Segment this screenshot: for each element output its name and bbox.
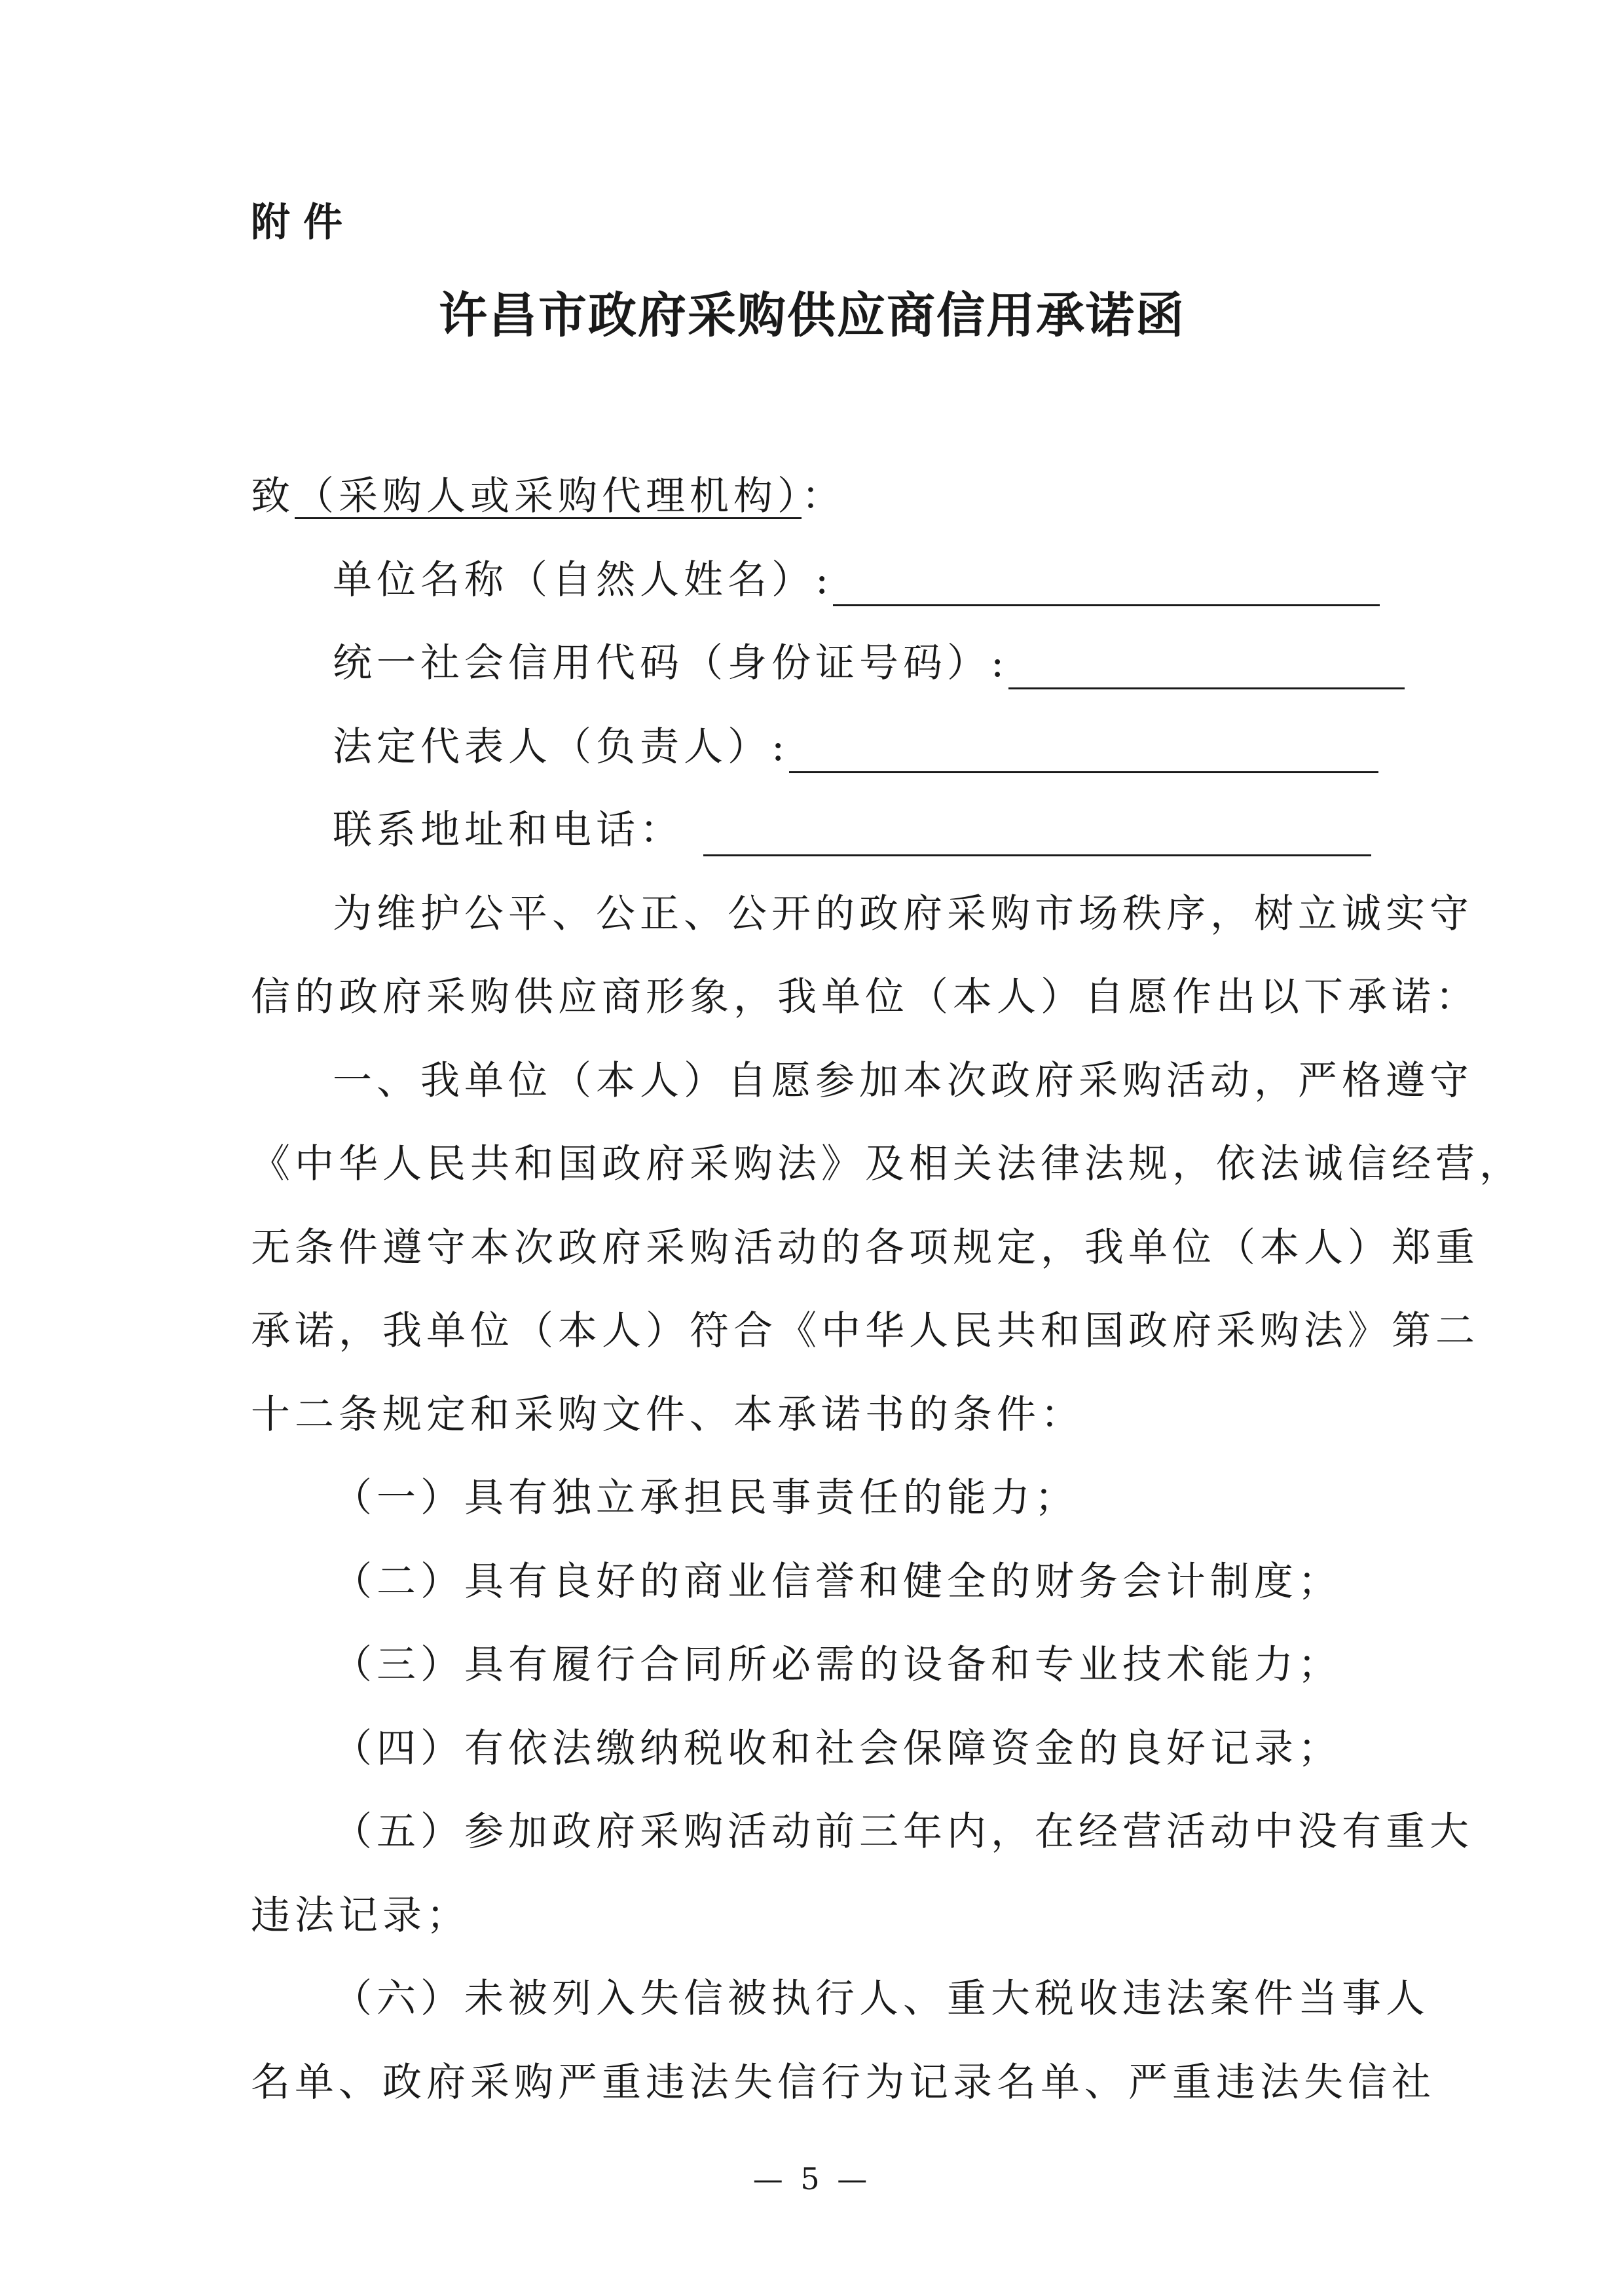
item-6-line-2: 名单、政府采购严重违法失信行为记录名单、严重违法失信社 — [251, 2060, 1435, 2105]
item-3: （三）具有履行合同所必需的设备和专业技术能力； — [333, 1642, 1342, 1688]
item-5-line-2: 违法记录； — [251, 1893, 470, 1939]
p1-line-4: 承诺，我单位（本人）符合《中华人民共和国政府采购法》第二 — [251, 1308, 1479, 1354]
p1-line-3: 无条件遵守本次政府采购活动的各项规定，我单位（本人）郑重 — [251, 1225, 1479, 1271]
p1-line-5: 十二条规定和采购文件、本承诺书的条件： — [251, 1392, 1084, 1438]
field-label: 统一社会信用代码（身份证号码）: — [333, 640, 1009, 686]
blank-fill-line[interactable] — [1008, 647, 1405, 689]
field-label: 法定代表人（负责人）: — [333, 724, 790, 770]
field-label: 联系地址和电话： — [333, 807, 684, 853]
blank-fill-line[interactable] — [789, 731, 1378, 773]
item-5-line-1: （五）参加政府采购活动前三年内，在经营活动中没有重大 — [333, 1809, 1473, 1855]
field-unit-name — [333, 554, 1380, 606]
p1-line-2: 《中华人民共和国政府采购法》及相关法律法规，依法诚信经营， — [251, 1141, 1523, 1187]
p1-line-1: 一、我单位（本人）自愿参加本次政府采购活动，严格遵守 — [333, 1058, 1473, 1104]
attachment-label: 附件 — [251, 200, 356, 246]
item-1: （一）具有独立承担民事责任的能力； — [333, 1475, 1079, 1521]
intro-line-1: 为维护公平、公正、公开的政府采购市场秩序，树立诚实守 — [333, 891, 1473, 937]
blank-fill-line[interactable] — [703, 814, 1371, 856]
item-2: （二）具有良好的商业信誉和健全的财务会计制度； — [333, 1559, 1342, 1605]
intro-line-2: 信的政府采购供应商形象，我单位（本人）自愿作出以下承诺： — [251, 974, 1479, 1020]
field-credit-code — [333, 637, 1405, 689]
field-contact — [333, 804, 1371, 856]
document-title: 许昌市政府采购供应商信用承诺函 — [439, 287, 1185, 344]
addressee-suffix: ： — [802, 473, 845, 519]
field-label: 单位名称（自然人姓名）: — [333, 557, 834, 603]
addressee-line — [251, 470, 845, 522]
field-legal-rep — [333, 721, 1378, 773]
item-4: （四）有依法缴纳税收和社会保障资金的良好记录； — [333, 1726, 1342, 1772]
blank-fill-line[interactable] — [833, 564, 1380, 606]
item-6-line-1: （六）未被列入失信被执行人、重大税收违法案件当事人 — [333, 1976, 1430, 2022]
addressee-prefix: 致 — [251, 473, 295, 519]
addressee-recipient: （采购人或采购代理机构） — [295, 473, 802, 519]
page-number: — 5 — — [752, 2161, 872, 2196]
